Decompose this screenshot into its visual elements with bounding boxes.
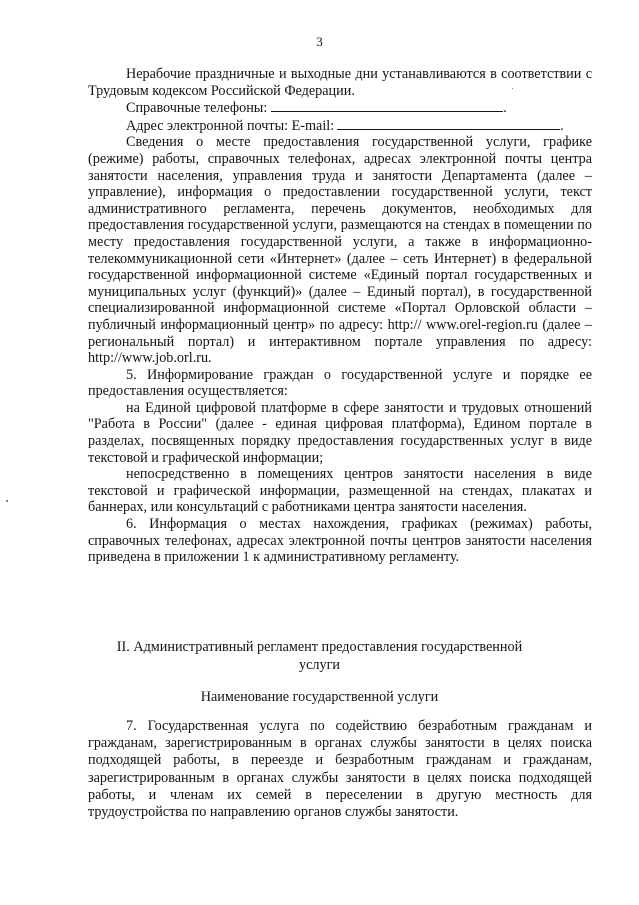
paragraph-item-7: 7. Государственная услуга по содействию безработным гражданам и гражданам, зарегистрированным в органах службы занятости в целях поиска подходящей работы, в переезде и безработным гражданам и гражданам, зарегистрированным в органах службы занятости в целях поиска подходящей работы, и членам их семей в переселении в другую местность для трудоустройства по направлению органов службы занятости. — [88, 718, 592, 821]
page-number: 3 — [316, 34, 323, 49]
paragraph-holidays: Нерабочие праздничные и выходные дни устанавливаются в соответствии с Трудовым кодексом Российской Федерации. — [88, 66, 592, 99]
subsection-heading: Наименование государственной услуги — [200, 689, 439, 705]
paragraph-item-5: 5. Информирование граждан о государственной услуге и порядке ее предоставления осуществляется: — [88, 366, 592, 400]
email-label: Адрес электронной почты: E-mail: — [126, 117, 335, 134]
email-line — [88, 117, 592, 135]
scan-speck — [512, 88, 513, 89]
phones-label: Справочные телефоны: — [126, 100, 268, 117]
email-blank-underline — [337, 117, 560, 130]
paragraph-item-5-b: непосредственно в помещениях центров занятости населения в виде текстовой и графической информации, размещенной на стендах, плакатах и баннерах, или консультаций с работниками центра занятости населения. — [88, 466, 592, 516]
paragraph-item-6: 6. Информация о местах нахождения, графиках (режимах) работы, справочных телефонах, адресах электронной почты центров занятости населения приведена в приложении 1 к административному регламенту. — [88, 516, 592, 566]
section-heading — [0, 638, 639, 674]
email-end: . — [560, 117, 564, 134]
phones-line — [88, 99, 592, 117]
document-body-lower — [88, 718, 592, 821]
paragraph-item-5-a: на Единой цифровой платформе в сфере занятости и трудовых отношений "Работа в России" (далее - единая цифровая платформа), Едином портале в разделах, посвященных порядку предоставления государственных услуг в виде текстовой и графической информации; — [88, 399, 592, 466]
section-heading-line2: услуги — [299, 657, 340, 673]
paragraph-info-location: Сведения о месте предоставления государственной услуги, графике (режиме) работы, справочных телефонах, адресах электронной почты центра занятости населения, управления труда и занятости Департамента (далее – управление), информация о предоставлении государственной услуги, текст административного регламента, перечень документов, необходимых для предоставления государственной услуги, размещаются на стендах в помещении по месту предоставления государственной услуги, а также в информационно-телекоммуникационной сети «Интернет» (далее – сеть Интернет) в федеральной государственной информационной системе «Единый портал государственных и муниципальных услуг (функций)» (далее – Единый портал), в государственной специализированной информационной системе «Портал Орловской области – публичный информационный центр» по адресу: http:// www.orel-region.ru (далее – региональный портал) и интерактивном портале управления по адресу: http://www.job.orl.ru. — [88, 134, 592, 367]
document-body — [88, 66, 592, 566]
phones-blank-underline — [271, 99, 503, 112]
section-heading-line1: II. Административный регламент предоставления государственной — [116, 639, 523, 655]
phones-end: . — [503, 100, 507, 117]
scan-speck — [6, 500, 8, 502]
